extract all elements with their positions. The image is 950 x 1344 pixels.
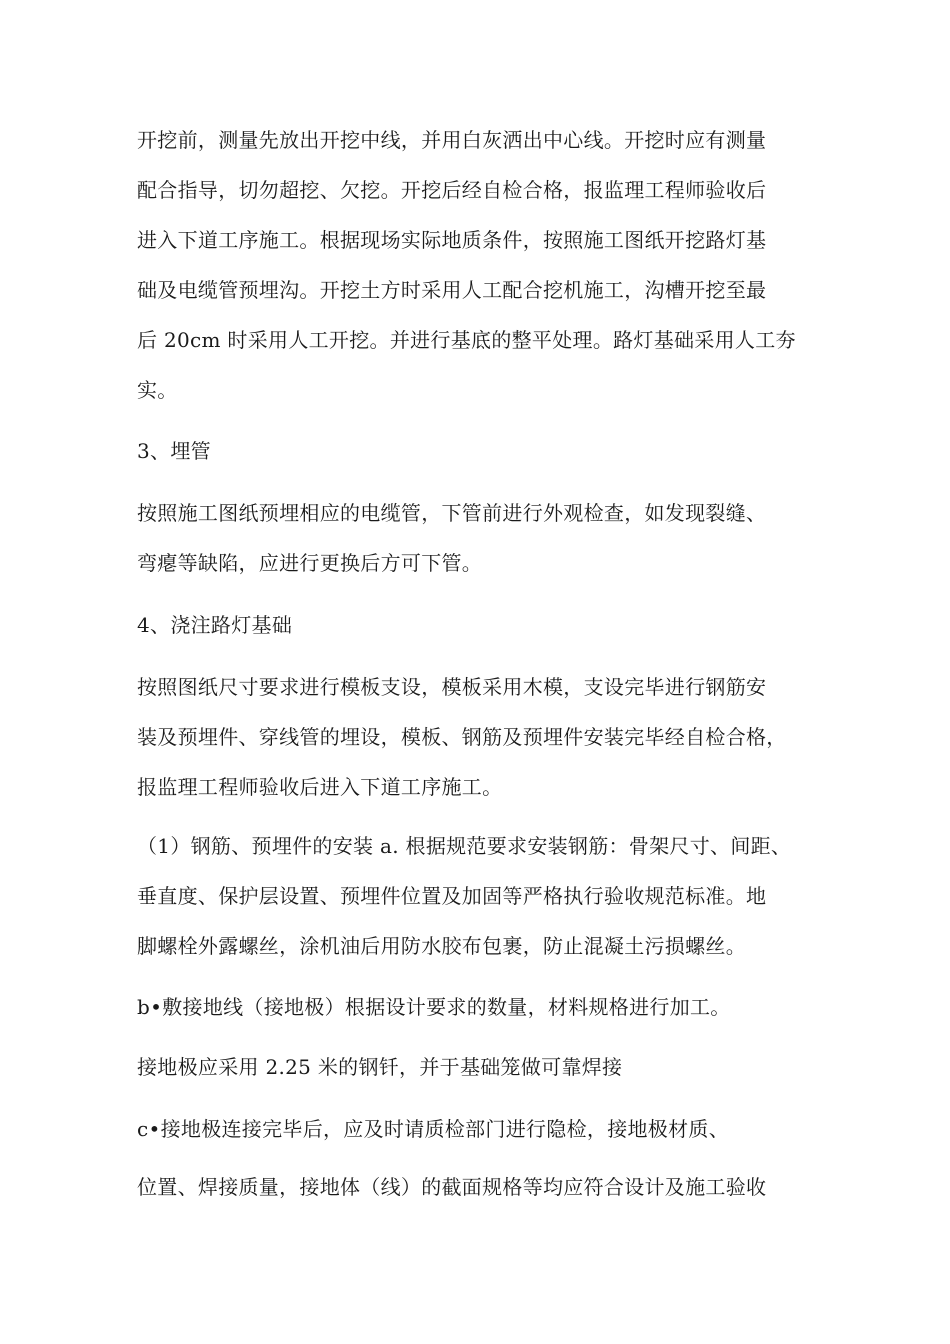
item-b bbox=[137, 982, 827, 1032]
paragraph-line: 垂直度、保护层设置、预埋件位置及加固等严格执行验收规范标准。地 bbox=[137, 884, 767, 908]
paragraph-line: 开挖前，测量先放出开挖中线，并用白灰洒出中心线。开挖时应有测量 bbox=[137, 128, 767, 152]
paragraph-line: 报监理工程师验收后进入下道工序施工。 bbox=[137, 775, 503, 799]
section-heading-4 bbox=[137, 600, 827, 650]
heading-text: 3、埋管 bbox=[137, 439, 211, 463]
paragraph-line: 进入下道工序施工。根据现场实际地质条件，按照施工图纸开挖路灯基 bbox=[137, 228, 767, 252]
item-c bbox=[137, 1104, 827, 1154]
paragraph-line: 础及电缆管预埋沟。开挖土方时采用人工配合挖机施工，沟槽开挖至最 bbox=[137, 278, 767, 302]
item-b-continued bbox=[137, 1042, 827, 1092]
paragraph-line: （1）钢筋、预埋件的安装 a. 根据规范要求安装钢筋：骨架尺寸、间距、 bbox=[137, 834, 792, 858]
paragraph-line: 按照图纸尺寸要求进行模板支设，模板采用木模，支设完毕进行钢筋安 bbox=[137, 675, 767, 699]
paragraph-line: 装及预埋件、穿线管的埋设，模板、钢筋及预埋件安装完毕经自检合格， bbox=[137, 725, 787, 749]
paragraph-line: 后 20cm 时采用人工开挖。并进行基底的整平处理。路灯基础采用人工夯 bbox=[137, 328, 796, 352]
paragraph-line: 脚螺栓外露螺丝，涂机油后用防水胶布包裹，防止混凝土污损螺丝。 bbox=[137, 934, 746, 958]
paragraph-foundation bbox=[137, 662, 827, 812]
paragraph-line: c•接地极连接完毕后，应及时请质检部门进行隐检，接地极材质、 bbox=[137, 1117, 729, 1141]
paragraph-line: 实。 bbox=[137, 378, 178, 402]
item-c-continued bbox=[137, 1162, 827, 1212]
paragraph-line: 按照施工图纸预埋相应的电缆管，下管前进行外观检查，如发现裂缝、 bbox=[137, 501, 767, 525]
paragraph-line: 接地极应采用 2.25 米的钢钎，并于基础笼做可靠焊接 bbox=[137, 1055, 623, 1079]
paragraph-line: 位置、焊接质量，接地体（线）的截面规格等均应符合设计及施工验收 bbox=[137, 1175, 767, 1199]
heading-text: 4、浇注路灯基础 bbox=[137, 613, 293, 637]
paragraph-excavation bbox=[137, 115, 827, 415]
paragraph-pipe-laying bbox=[137, 488, 827, 588]
paragraph-rebar-install bbox=[137, 821, 827, 971]
paragraph-line: 弯瘪等缺陷，应进行更换后方可下管。 bbox=[137, 551, 483, 575]
section-heading-3 bbox=[137, 426, 827, 476]
paragraph-line: 配合指导，切勿超挖、欠挖。开挖后经自检合格，报监理工程师验收后 bbox=[137, 178, 767, 202]
paragraph-line: b•敷接地线（接地极）根据设计要求的数量，材料规格进行加工。 bbox=[137, 995, 731, 1019]
